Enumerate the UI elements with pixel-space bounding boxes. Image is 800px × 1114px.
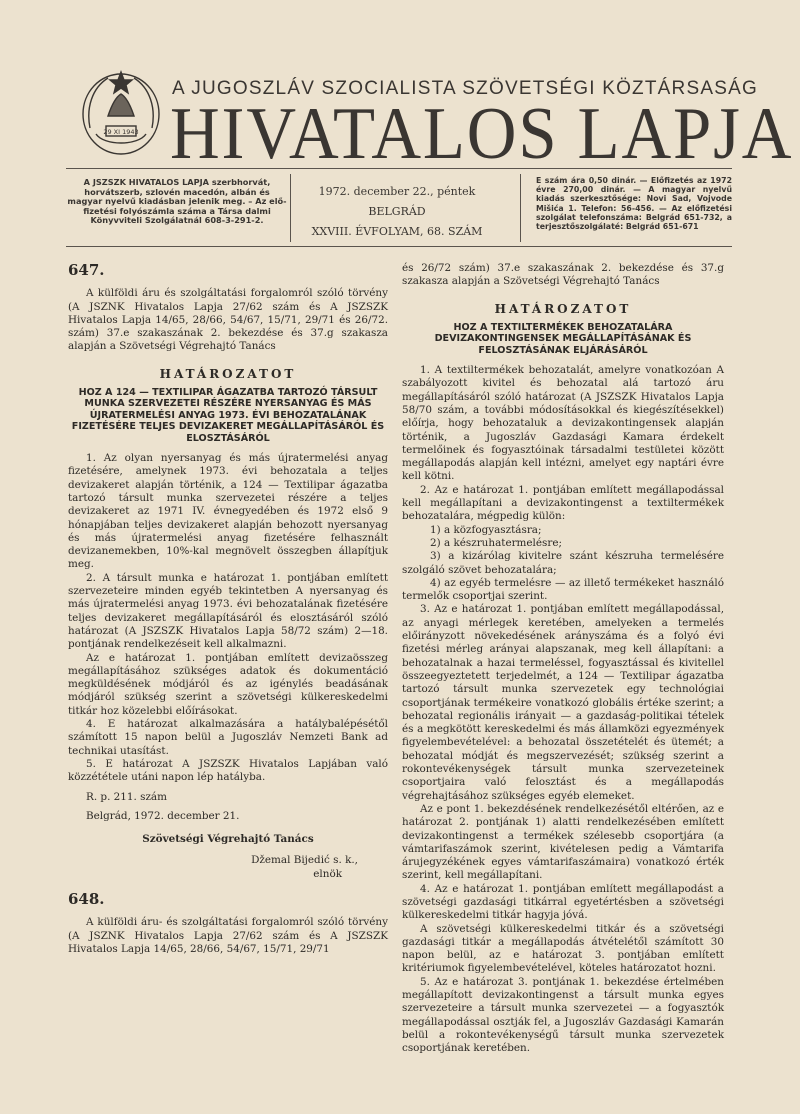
list-item: 4) az egyéb termelésre — az illető termékeket használó termelők csoportjai szerint. <box>402 576 724 603</box>
r-paragraph-4b: A szövetségi külkereskedelmi titkár és a szövetségi gazdasági titkár a megállapodás átvételétől számított 30 napon belül, az e határozat 3. pontjában említett kritériumok figyelembevételével, köteles határozatot hozni. <box>402 922 724 975</box>
preamble-648: A külföldi áru- és szolgáltatási forgalomról szóló törvény (A JSZNK Hivatalos Lapja 27/62 szám és A JSZSZK Hivatalos Lapja 14/65, 28/66, 54/67, 15/71, 29/71 <box>68 916 388 955</box>
r-paragraph-1: 1. A textiltermékek behozatalát, amelyre vonatkozóan A szabályozott kivitel és behozatal alá tartozó áru megállapításáról szóló határozat (A JSZSZK Hivatalos Lapja 58/70 szám, a további módosításokkal és kiegészítésekkel) előírja, hogy behozataluk a devizakontingensek alapján történik, a Jugoszláv Gazdasági Kamara érdekelt termelőinek és fogyasztóinak társadalmi testületei között megállapodás alapján kell intézni, amelyet egy naptári évre kell kötni. <box>402 364 724 483</box>
header-bottom-rule <box>66 246 732 247</box>
r-paragraph-2: 2. Az e határozat 1. pontjában említett megállapodással kell megállapítani a devizakontingenst a textiltermékek behozatalára, mégpedig külön: <box>402 483 724 523</box>
list-item: 3) a kizárólag kivitelre szánt készruha termelésére szolgáló szövet behozatalára; <box>402 550 724 576</box>
masthead-rule <box>66 168 732 169</box>
paragraph-1: 1. Az olyan nyersanyag és más újratermelési anyag fizetésére, amelynek 1973. évi behozatala a teljes devizakeret alapján történik, a 124 — Textilipar ágazatba tartozó társult munka szervezetei részére a teljes devizakeret az 1971 IV. évnegyedében és 1972 első 9 hónapjában teljes devizakeret alapján behozott nyersanyag és más újratermelési anyag fizetésére felhasznált devizanemekben, 10%-kal megnövelt összegben állapítjuk meg. <box>68 452 388 571</box>
list-item: 2) a készruhatermelésre; <box>430 536 562 549</box>
left-column <box>68 262 388 956</box>
paragraph-5: 5. E határozat A JSZSZK Hivatalos Lapjában való közzététele utáni napon lép hatályba. <box>68 757 388 784</box>
republic-title: A JUGOSZLÁV SZOCIALISTA SZÖVETSÉGI KÖZTÁRSASÁG <box>172 78 758 99</box>
decision-heading-648: HATÁROZATOT <box>494 301 632 316</box>
emblem-date-text: 29 XI 1943 <box>103 128 139 136</box>
paragraph-2: 2. A társult munka e határozat 1. pontjában említett szervezeteire minden egyéb tekintetben A nyersanyag és más újratermelési anyag 1973. évi behozatalának fizetésére teljes devizakeret megállapításáról és elosztásáról szóló határozat (A JSZSZK Hivatalos Lapja 58/72 szám) 2—18. pontjának rendelkezéseit kell alkalmazni. <box>68 571 388 651</box>
place-date: Belgrád, 1972. december 21. <box>86 809 240 822</box>
signer-name: Džemal Bijedić s. k., <box>251 854 358 867</box>
decision-subject-648: HOZ A TEXTILTERMÉKEK BEHOZATALÁRA DEVIZAKONTINGENSEK MEGÁLLAPÍTÁSÁNAK ÉS FELOSZTÁSÁNAK ELJÁRÁSÁRÓL <box>434 321 692 356</box>
r-paragraph-5: 5. Az e határozat 3. pontjának 1. bekezdése értelmében megállapított devizakontingenst a társult munka egyes szervezeteire a társult munka szervezetei — a fogyasztók megállapodással osztják fel, a Jugoszláv Gazdasági Kamarán belül a rokontevékenységű társult munka szervezetek csoportjának keretében. <box>402 975 724 1055</box>
preamble-648-continued: és 26/72 szám) 37.e szakaszának 2. bekezdése és 37.g szakasza alapján a Szövetségi Végrehajtó Tanács <box>402 262 724 288</box>
decision-number-648: 648. <box>68 890 105 909</box>
decision-heading-647: HATÁROZATOT <box>159 366 297 381</box>
paragraph-4: 4. E határozat alkalmazására a hatálybalépésétől számított 15 napon belül a Jugoszláv Nemzeti Bank ad technikai utasítást. <box>68 718 388 757</box>
right-column <box>402 262 724 1056</box>
preamble-647: A külföldi áru és szolgáltatási forgalomról szóló törvény (A JSZNK Hivatalos Lapja 27/62 szám és A JSZSZK Hivatalos Lapja 14/65, 28/66, 54/67, 15/71, 29/71 és 26/72. szám) 37.e szakaszának 2. bekezdése és 37.g szakasza alapján a Szövetségi Végrehajtó Tanács <box>68 287 388 353</box>
r-paragraph-3: 3. Az e határozat 1. pontjában említett megállapodással, az anyagi mérlegek keretében, amelyeken a termelés előirányzott növekedésének arányszáma és a folyó évi fizetési mérleg arányai alapszanak, meg kell állapítani: a behozatalnak a hazai termeléssel, fogyasztással és kivitellel összeegyeztetett terjedelmét, a 124 — Textilipar ágazatba tartozó társult munka szervezetek egy technológiai csoportjának termékeire vonatkozó globális értéke szerint; a behozatal regionális irányait — a gazdaság-politikai tételek és a megkötött kereskedelmi és más államközi egyezmények figyelembevételével: a behozatal összetételét és ütemét; a behozatal módját és megszervezését; szükség szerint a rokontevékenységek társult munka szervezeteinek csoportjaira való felosztást és a megállapodás végrehajtásához szükséges egyéb elemeket. <box>402 603 724 802</box>
info-divider-2 <box>520 174 521 242</box>
decision-subject-647: HOZ A 124 — TEXTILIPAR ÁGAZATBA TARTOZÓ TÁRSULT MUNKA SZERVEZETEI RÉSZÉRE NYERSANYAG ÉS MÁS ÚJRATERMELÉSI ANYAG 1973. ÉVI BEHOZATALÁNAK FIZETÉSÉRE TELJES DEVIZAKERET MEGÁLLAPÍTÁSÁRÓL ÉS ELOSZTÁSÁRÓL <box>71 387 385 444</box>
signer-title: elnök <box>313 867 342 880</box>
gazette-title: HIVATALOS LAPJA <box>170 93 794 175</box>
reference-number: R. p. 211. szám <box>86 790 167 803</box>
r-paragraph-3b: Az e pont 1. bekezdésének rendelkezésétől eltérően, az e határozat 2. pontjának 1) alatti rendelkezésében említett devizakontingenst a termékek szélesebb csoportjára (a vámtarifaszámok szerint, kivételesen pedig a Vámtarifa árujegyzékének egyes vámtarifaszámaira) vonatkozó érték szerint, kell megállapítani. <box>402 802 724 882</box>
issue-city: BELGRÁD <box>368 205 426 218</box>
list-item: 1) a közfogyasztásra; <box>430 523 542 536</box>
issuing-body: Szövetségi Végrehajtó Tanács <box>142 833 314 846</box>
decision-number-647: 647. <box>68 261 105 279</box>
issue-number: XXVIII. ÉVFOLYAM, 68. SZÁM <box>311 225 483 238</box>
publication-info: A JSZSZK HIVATALOS LAPJA szerbhorvát, horvátszerb, szlovén macedón, albán és magyar nyelvű kiadásban jelenik meg. – Az elő-fizetési folyószámla száma a Társa dalmi Könyvviteli Szolgálatnál 608-3-291-2. <box>67 177 287 226</box>
paragraph-3: Az e határozat 1. pontjában említett devizaösszeg megállapításához szükséges adatok és dokumentáció megküldésének módjáról és az igénylés beadásának módjáról szükség szerint a szövetségi külkereskedelmi titkár hoz közelebbi előírásokat. <box>68 651 388 717</box>
issue-date: 1972. december 22., péntek <box>318 185 476 198</box>
state-emblem-icon <box>78 68 164 158</box>
issue-info <box>292 182 502 242</box>
info-divider-1 <box>290 174 291 242</box>
r-paragraph-4: 4. Az e határozat 1. pontjában említett megállapodást a szövetségi gazdasági titkárral egyetértésben a szövetségi külkereskedelmi titkár hagyja jóvá. <box>402 882 724 922</box>
subscription-info: E szám ára 0,50 dinár. — Előfizetés az 1972 évre 270,00 dinár. — A magyar nyelvű kiadás szerkesztősége: Novi Sad, Vojvode Mišića 1. Telefon: 56-456. — Az előfizetési szolgálat telefonszáma: Belgrád 651-732, a terjesztőszolgálaté: Belgrád 651-671 <box>536 176 732 232</box>
